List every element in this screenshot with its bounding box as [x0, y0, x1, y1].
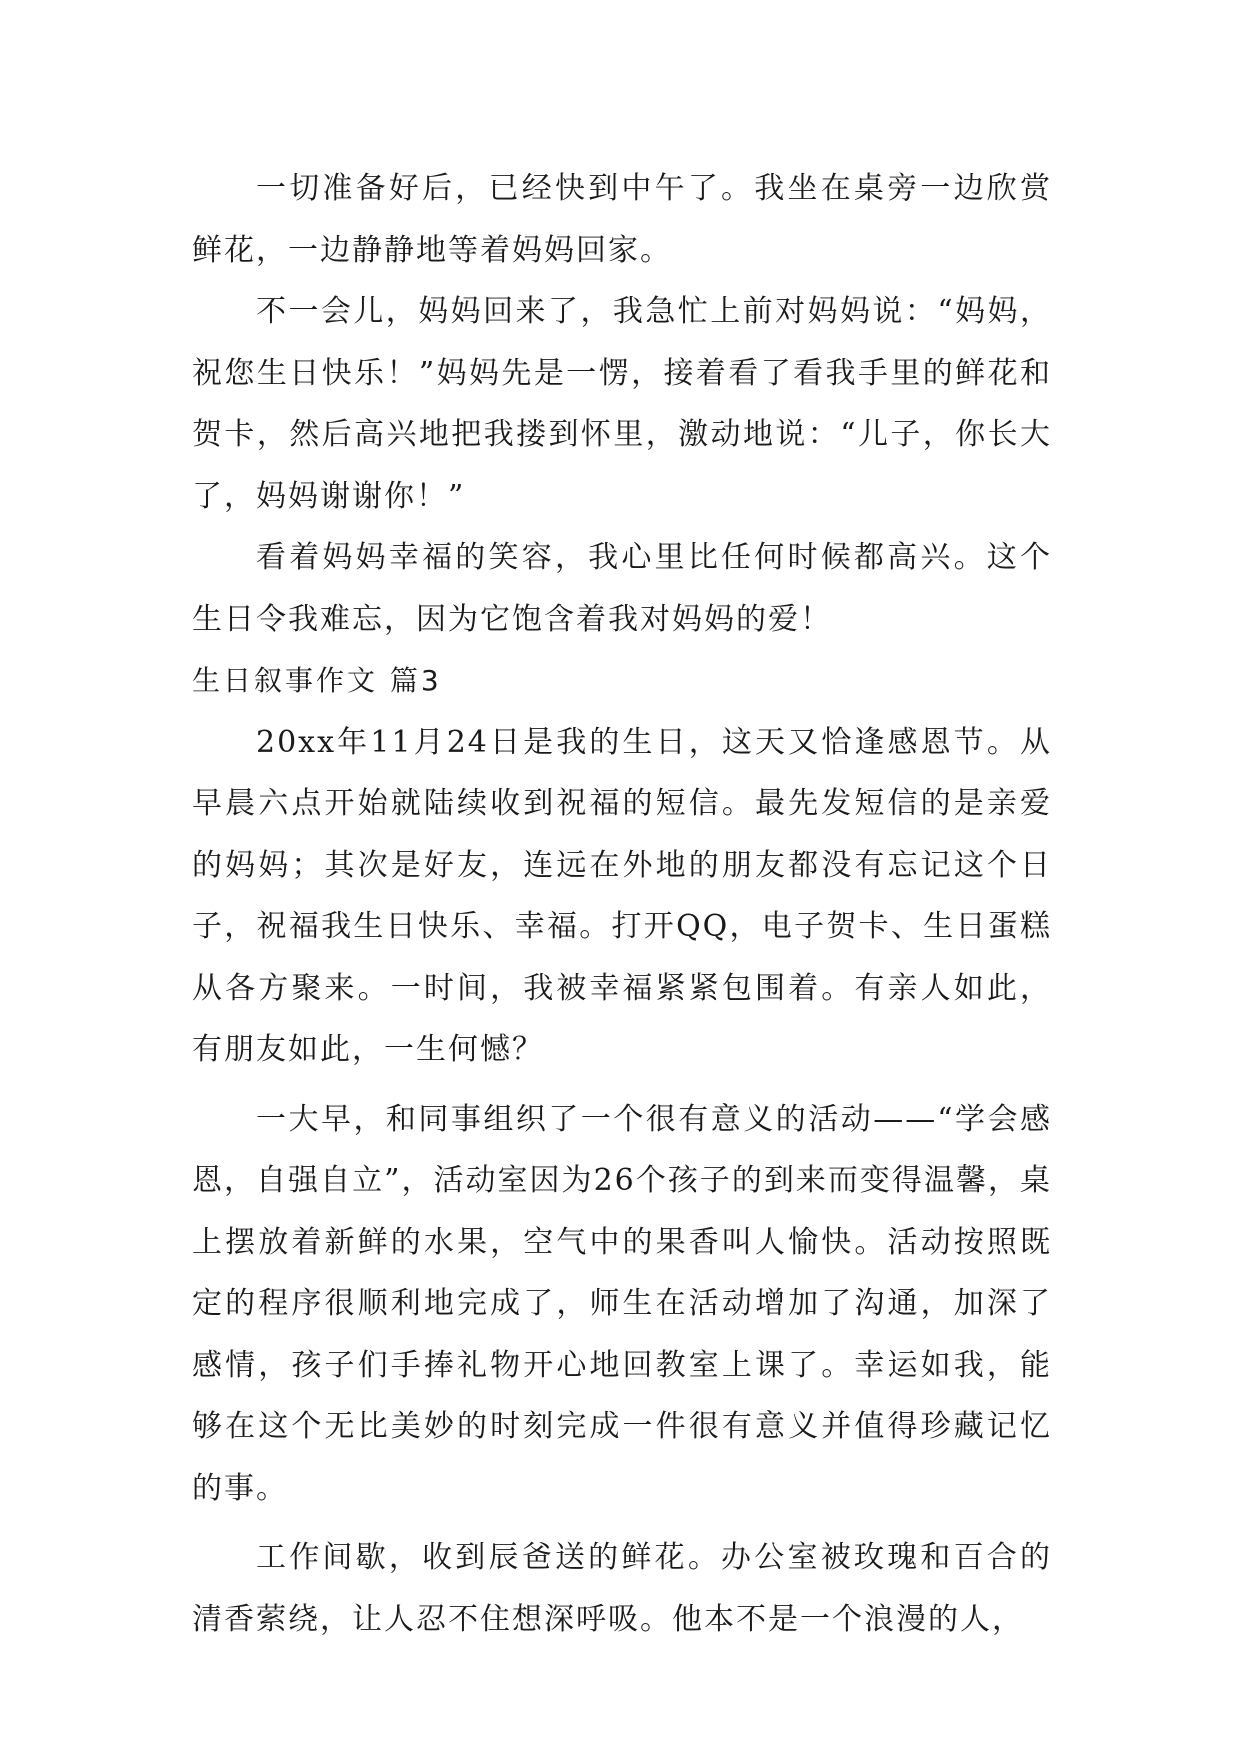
paragraph: 工作间歇，收到辰爸送的鲜花。办公室被玫瑰和百合的清香萦绕，让人忍不住想深呼吸。他本不是一个浪漫的人， — [192, 1540, 1052, 1637]
paragraph: 不一会儿，妈妈回来了，我急忙上前对妈妈说：“妈妈，祝您生日快乐！”妈妈先是一愣，接着看了看我手里的鲜花和贺卡，然后高兴地把我搂到怀里，激动地说：“儿子，你长大了，妈妈谢谢你！” — [192, 294, 1052, 514]
paragraph: 一大早，和同事组织了一个很有意义的活动——“学会感恩，自强自立”，活动室因为26个孩子的到来而变得温馨，桌上摆放着新鲜的水果，空气中的果香叫人愉快。活动按照既定的程序很顺利地完成了，师生在活动增加了沟通，加深了感情，孩子们手捧礼物开心地回教室上课了。幸运如我，能够在这个无比美妙的时刻完成一件很有意义并值得珍藏记忆的事。 — [192, 1101, 1052, 1506]
paragraph: 20xx年11月24日是我的生日，这天又恰逢感恩节。从早晨六点开始就陆续收到祝福的短信。最先发短信的是亲爱的妈妈；其次是好友，连远在外地的朋友都没有忘记这个日子，祝福我生日快乐、幸福。打开QQ，电子贺卡、生日蛋糕从各方聚来。一时间，我被幸福紧紧包围着。有亲人如此，有朋友如此，一生何憾？ — [192, 724, 1052, 1067]
paragraph: 一切准备好后，已经快到中午了。我坐在桌旁一边欣赏鲜花，一边静静地等着妈妈回家。 — [192, 171, 1052, 268]
paragraph-spacer — [192, 1081, 1052, 1089]
paragraph: 看着妈妈幸福的笑容，我心里比任何时候都高兴。这个生日令我难忘，因为它饱含着我对妈妈的爱！ — [192, 540, 1052, 637]
document-body — [192, 158, 1052, 1650]
section-heading: 生日叙事作文 篇3 — [192, 664, 442, 697]
paragraph-spacer — [192, 1519, 1052, 1527]
